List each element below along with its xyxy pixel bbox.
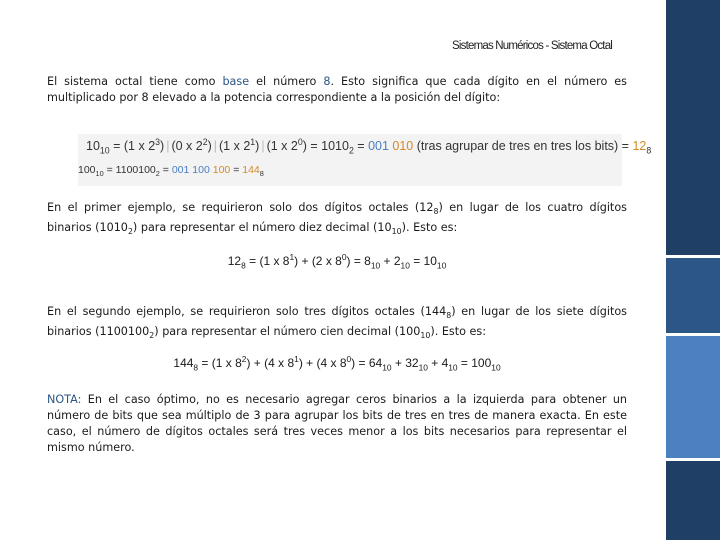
bit-group: 010 bbox=[392, 139, 414, 154]
equation-one-forty-four bbox=[47, 354, 627, 372]
equation-twelve bbox=[47, 252, 627, 270]
eq-sub: 10 bbox=[448, 362, 458, 373]
fig-text: 10 bbox=[86, 139, 100, 154]
note-paragraph bbox=[47, 392, 627, 456]
fig-sub: 8 bbox=[646, 145, 652, 156]
text-segment: ). Esto es: bbox=[430, 325, 487, 339]
eq-text: = (1 x 8 bbox=[245, 254, 290, 268]
bit-group: 001 bbox=[368, 139, 389, 154]
bit-group: 100 bbox=[192, 164, 210, 176]
example-line-ten bbox=[86, 137, 651, 156]
fig-text: = bbox=[230, 164, 243, 176]
eq-sub: 10 bbox=[400, 260, 410, 271]
fig-sup: 2 bbox=[202, 137, 208, 147]
eq-sup: 1 bbox=[289, 252, 295, 262]
text-segment: ). Esto es: bbox=[401, 221, 458, 235]
eq-text: + 2 bbox=[380, 254, 401, 268]
highlight-eight: 8 bbox=[323, 75, 331, 88]
subscript: 2 bbox=[127, 227, 133, 237]
fig-text: ) bbox=[160, 139, 165, 154]
fig-text: 100 bbox=[78, 164, 96, 176]
eq-text: + 32 bbox=[391, 356, 419, 370]
eq-text: 12 bbox=[227, 254, 242, 268]
subscript: 8 bbox=[433, 207, 439, 217]
octal-result: 144 bbox=[242, 164, 260, 176]
eq-sub: 10 bbox=[382, 362, 392, 373]
fig-text: = bbox=[353, 139, 369, 154]
octal-result: 12 bbox=[632, 139, 647, 154]
slide-title: Sistemas Numéricos - Sistema Octal bbox=[452, 40, 613, 52]
fig-text: ) bbox=[207, 139, 212, 154]
fig-sub: 2 bbox=[155, 169, 160, 179]
fig-sub: 10 bbox=[95, 169, 104, 179]
text-segment: En el caso óptimo, no es necesario agregar ceros binarios a la izquierda para obtener un número de bits que sea múltiplo de 3 para agrupar los bits de tres en tres de manera exacta. En este caso, el número de dígitos octales será tres veces menor a los bits necesarios para representar el mismo número. bbox=[47, 393, 627, 454]
text-segment: En el segundo ejemplo, se requirieron solo tres dígitos octales (144 bbox=[47, 305, 447, 318]
first-example-paragraph bbox=[47, 200, 627, 240]
separator: | bbox=[213, 139, 218, 154]
fig-sup: 0 bbox=[297, 137, 303, 147]
text-segment: El sistema octal tiene como bbox=[47, 75, 223, 88]
eq-text: + 4 bbox=[427, 356, 449, 370]
eq-sub: 10 bbox=[491, 362, 501, 373]
sidebar-block-3 bbox=[666, 336, 720, 458]
subscript: 8 bbox=[446, 311, 452, 321]
eq-sub: 10 bbox=[436, 260, 447, 271]
fig-sub: 2 bbox=[348, 145, 354, 156]
text-segment: ) para representar el número cien decimal (100 bbox=[154, 325, 421, 339]
text-segment: ) en lugar de los cuatro dígitos binarios (1010 bbox=[47, 201, 627, 235]
sidebar-block-bottom bbox=[666, 461, 720, 540]
fig-text: (tras agrupar de tres en tres los bits) = bbox=[413, 139, 633, 154]
bit-group: 100 bbox=[212, 164, 231, 176]
eq-text: ) = 8 bbox=[346, 254, 371, 268]
eq-sub: 8 bbox=[193, 362, 199, 373]
fig-text: (0 x 2 bbox=[171, 139, 203, 154]
subscript: 2 bbox=[149, 331, 155, 341]
eq-sub: 10 bbox=[418, 362, 428, 373]
eq-text: ) + (4 x 8 bbox=[246, 356, 295, 370]
separator: | bbox=[261, 139, 265, 154]
separator: | bbox=[166, 139, 170, 154]
sidebar-block-2 bbox=[666, 258, 720, 333]
eq-sub: 10 bbox=[370, 260, 381, 271]
fig-text: = 1100100 bbox=[103, 164, 156, 176]
fig-sub: 8 bbox=[259, 169, 264, 179]
eq-text: ) + (4 x 8 bbox=[298, 356, 347, 370]
eq-text: = 100 bbox=[457, 356, 492, 370]
fig-text: ) bbox=[255, 139, 260, 154]
intro-paragraph bbox=[47, 74, 627, 106]
subscript: 10 bbox=[420, 331, 431, 341]
text-segment: ) para representar el número diez decimal (10 bbox=[132, 221, 392, 235]
note-label: NOTA: bbox=[47, 393, 82, 406]
fig-text: (1 x 2 bbox=[266, 139, 298, 154]
fig-text: = (1 x 2 bbox=[109, 139, 156, 154]
fig-sup: 1 bbox=[250, 137, 256, 147]
text-segment: el número bbox=[249, 75, 324, 88]
text-segment: ) en lugar de los siete dígitos binarios (1100100 bbox=[47, 305, 627, 339]
fig-sub: 10 bbox=[99, 145, 110, 156]
example-line-hundred bbox=[78, 164, 264, 178]
decorative-sidebar bbox=[666, 0, 720, 540]
fig-sup: 3 bbox=[155, 137, 161, 147]
fig-text: = bbox=[159, 164, 172, 176]
eq-text: = 10 bbox=[409, 254, 437, 268]
conversion-example-image bbox=[78, 134, 652, 186]
text-segment: . Esto significa que cada dígito en el número es multiplicado por 8 elevado a la potencia correspondiente a la posición del dígito: bbox=[47, 75, 628, 104]
text-segment: En el primer ejemplo, se requirieron solo dos dígitos octales (12 bbox=[47, 201, 434, 214]
eq-sub: 8 bbox=[241, 260, 246, 271]
fig-text: (1 x 2 bbox=[219, 139, 251, 154]
eq-text: ) = 64 bbox=[351, 356, 383, 370]
eq-text: 144 bbox=[173, 356, 194, 370]
bit-group: 001 bbox=[171, 164, 190, 176]
fig-text: ) = 1010 bbox=[302, 139, 349, 154]
subscript: 10 bbox=[391, 227, 402, 237]
eq-sup: 0 bbox=[341, 252, 347, 262]
highlight-base: base bbox=[222, 75, 250, 88]
eq-sup: 1 bbox=[294, 354, 299, 364]
sidebar-block-top bbox=[666, 0, 720, 255]
eq-sup: 2 bbox=[241, 354, 247, 364]
eq-sup: 0 bbox=[346, 354, 352, 364]
eq-text: = (1 x 8 bbox=[198, 356, 242, 370]
eq-text: ) + (2 x 8 bbox=[294, 254, 342, 268]
second-example-paragraph bbox=[47, 304, 627, 344]
